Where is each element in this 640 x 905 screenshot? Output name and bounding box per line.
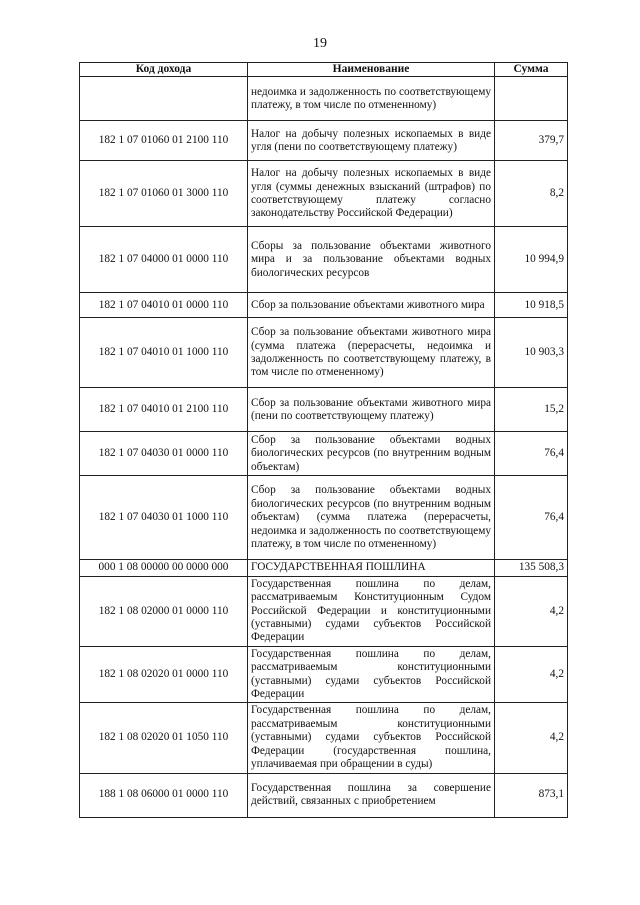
header-sum: Сумма (495, 63, 568, 77)
table-row (80, 388, 568, 432)
income-name: Сбор за пользование объектами животного мира (пени по соответствующему платежу) (248, 388, 495, 432)
income-name: Налог на добычу полезных ископаемых в виде угля (пени по соответствующему платежу) (248, 121, 495, 161)
table-row (80, 576, 568, 646)
income-name: ГОСУДАРСТВЕННАЯ ПОШЛИНА (248, 560, 495, 576)
income-sum: 8,2 (495, 161, 568, 227)
header-name: Наименование (248, 63, 495, 77)
income-name: Сбор за пользование объектами животного мира (248, 293, 495, 318)
header-code: Код дохода (80, 63, 248, 77)
income-sum: 873,1 (495, 773, 568, 817)
income-name: Сборы за пользование объектами животного мира и за пользование объектами водных биологических ресурсов (248, 227, 495, 293)
income-code: 182 1 07 01060 01 2100 110 (80, 121, 248, 161)
income-code: 182 1 08 02020 01 1050 110 (80, 703, 248, 773)
income-code: 182 1 07 01060 01 3000 110 (80, 161, 248, 227)
table-row (80, 227, 568, 293)
income-sum: 4,2 (495, 646, 568, 703)
income-name: Государственная пошлина за совершение действий, связанных с приобретением (248, 773, 495, 817)
income-code: 182 1 07 04030 01 0000 110 (80, 432, 248, 476)
table-row (80, 121, 568, 161)
income-name: недоимка и задолженность по соответствующему платежу, в том числе по отмененному) (248, 77, 495, 121)
table-row (80, 432, 568, 476)
income-sum (495, 77, 568, 121)
income-code: 182 1 07 04010 01 1000 110 (80, 318, 248, 388)
income-sum: 10 994,9 (495, 227, 568, 293)
income-code: 188 1 08 06000 01 0000 110 (80, 773, 248, 817)
table-row (80, 560, 568, 576)
table-row (80, 703, 568, 773)
income-sum: 15,2 (495, 388, 568, 432)
income-sum: 10 903,3 (495, 318, 568, 388)
income-code (80, 77, 248, 121)
income-name: Государственная пошлина по делам, рассматриваемым конституционными (уставными) судами субъектов Российской Федерации (государственная пошлина, уплачиваемая при обращении в суды) (248, 703, 495, 773)
table-row (80, 773, 568, 817)
income-name: Налог на добычу полезных ископаемых в виде угля (суммы денежных взысканий (штрафов) по соответствующему платежу согласно законодательству Российской Федерации) (248, 161, 495, 227)
income-code: 182 1 07 04000 01 0000 110 (80, 227, 248, 293)
income-name: Сбор за пользование объектами водных биологических ресурсов (по внутренним водным объектам) (сумма платежа (перерасчеты, недоимка и задолженность по соответствующему платежу, в том числе по отмененному) (248, 476, 495, 560)
table-row (80, 318, 568, 388)
income-sum: 76,4 (495, 432, 568, 476)
income-sum: 4,2 (495, 576, 568, 646)
income-sum: 10 918,5 (495, 293, 568, 318)
income-name: Сбор за пользование объектами животного мира (сумма платежа (перерасчеты, недоимка и задолженность по соответствующему платежу, в том числе по отмененному) (248, 318, 495, 388)
table-row (80, 161, 568, 227)
table-row (80, 476, 568, 560)
table-row (80, 293, 568, 318)
revenue-table (79, 62, 568, 818)
income-name: Сбор за пользование объектами водных биологических ресурсов (по внутренним водным объектам) (248, 432, 495, 476)
income-code: 182 1 07 04010 01 0000 110 (80, 293, 248, 318)
income-code: 182 1 07 04030 01 1000 110 (80, 476, 248, 560)
page-number: 19 (313, 36, 327, 51)
income-name: Государственная пошлина по делам, рассматриваемым Конституционным Судом Российской Федерации и конституционными (уставными) судами субъектов Российской Федерации (248, 576, 495, 646)
table-row (80, 646, 568, 703)
income-sum: 4,2 (495, 703, 568, 773)
income-sum: 379,7 (495, 121, 568, 161)
table-header-row (80, 63, 568, 77)
income-code: 000 1 08 00000 00 0000 000 (80, 560, 248, 576)
income-code: 182 1 08 02000 01 0000 110 (80, 576, 248, 646)
income-code: 182 1 08 02020 01 0000 110 (80, 646, 248, 703)
income-sum: 76,4 (495, 476, 568, 560)
table-row (80, 77, 568, 121)
income-name: Государственная пошлина по делам, рассматриваемым конституционными (уставными) судами субъектов Российской Федерации (248, 646, 495, 703)
income-sum: 135 508,3 (495, 560, 568, 576)
income-code: 182 1 07 04010 01 2100 110 (80, 388, 248, 432)
